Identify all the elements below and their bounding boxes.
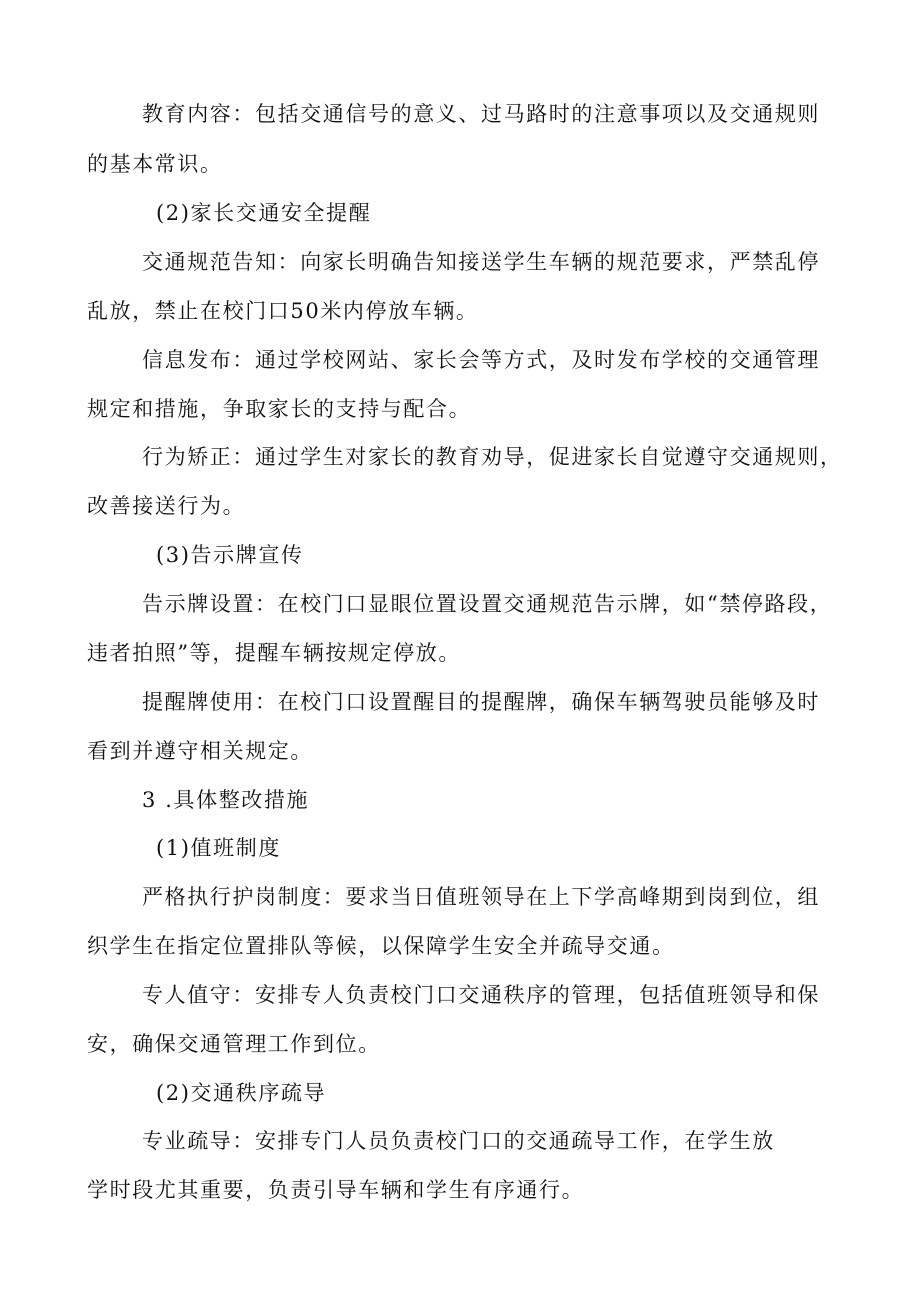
paragraph-dedicated-duty-line-2: 安，确保交通管理工作到位。 bbox=[87, 1032, 381, 1056]
paragraph-education-content-line-1: 教育内容：包括交通信号的意义、过马路时的注意事项以及交通规则 bbox=[142, 102, 820, 126]
paragraph-behavior-correction-line-2: 改善接送行为。 bbox=[87, 494, 246, 518]
paragraph-behavior-correction-line-1: 行为矫正：通过学生对家长的教育劝导，促进家长自觉遵守交通规则， bbox=[142, 445, 843, 469]
paragraph-signboard-setup-line-2: 违者拍照”等，提醒车辆按规定停放。 bbox=[87, 641, 461, 665]
paragraph-professional-guidance-line-2: 学时段尤其重要，负责引导车辆和学生有序通行。 bbox=[87, 1178, 585, 1202]
subheading-traffic-guidance: (2)交通秩序疏导 bbox=[156, 1081, 327, 1105]
subheading-duty-system: (1)值班制度 bbox=[156, 836, 281, 860]
paragraph-signboard-setup-line-1: 告示牌设置：在校门口显眼位置设置交通规范告示牌，如“禁停路段， bbox=[142, 592, 833, 616]
subheading-signboard-publicity: (3)告示牌宣传 bbox=[156, 543, 304, 567]
paragraph-guard-system-line-2: 织学生在指定位置排队等候，以保障学生安全并疏导交通。 bbox=[87, 934, 675, 958]
paragraph-information-release-line-2: 规定和措施，争取家长的支持与配合。 bbox=[87, 397, 472, 421]
section-heading-rectification-measures: 3 .具体整改措施 bbox=[142, 788, 310, 812]
paragraph-education-content-line-2: 的基本常识。 bbox=[87, 152, 223, 176]
paragraph-reminder-board-line-1: 提醒牌使用：在校门口设置醒目的提醒牌，确保车辆驾驶员能够及时 bbox=[142, 690, 820, 714]
subheading-parent-safety-reminder: (2)家长交通安全提醒 bbox=[156, 201, 372, 225]
paragraph-traffic-norms-notice-line-1: 交通规范告知：向家长明确告知接送学生车辆的规范要求，严禁乱停 bbox=[142, 250, 820, 274]
paragraph-traffic-norms-notice-line-2: 乱放，禁止在校门口50米内停放车辆。 bbox=[87, 299, 479, 323]
paragraph-reminder-board-line-2: 看到并遵守相关规定。 bbox=[87, 739, 313, 763]
paragraph-guard-system-line-1: 严格执行护岗制度：要求当日值班领导在上下学高峰期到岗到位，组 bbox=[142, 885, 820, 909]
paragraph-professional-guidance-line-1: 专业疏导：安排专门人员负责校门口的交通疏导工作，在学生放 bbox=[142, 1129, 775, 1153]
paragraph-dedicated-duty-line-1: 专人值守：安排专人负责校门口交通秩序的管理，包括值班领导和保 bbox=[142, 983, 820, 1007]
paragraph-information-release-line-1: 信息发布：通过学校网站、家长会等方式，及时发布学校的交通管理 bbox=[142, 348, 820, 372]
